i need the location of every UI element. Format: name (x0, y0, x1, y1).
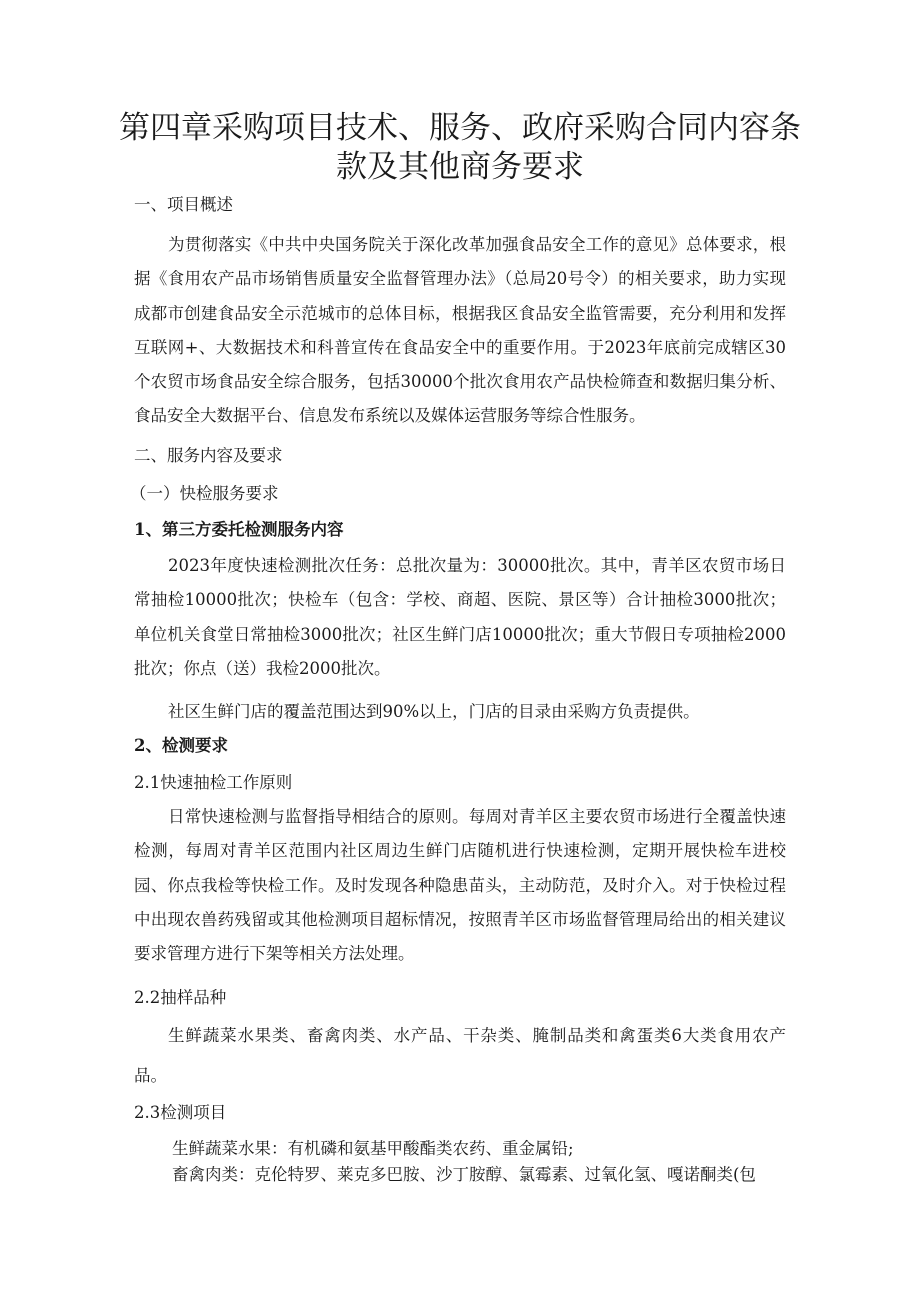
subheading-2-1: 2.1快速抽检工作原则 (134, 773, 293, 792)
subheading-2-3: 2.3检测项目 (134, 1103, 227, 1122)
item-heading-third-party: 1、第三方委托检测服务内容 (134, 520, 344, 539)
subsection-heading-quick-test: （一）快检服务要求 (130, 484, 279, 503)
paragraph-store-coverage: 社区生鲜门店的覆盖范围达到90%以上，门店的目录由采购方负责提供。 (168, 702, 700, 721)
document-title-line1: 第四章采购项目技术、服务、政府采购合同内容条 (119, 110, 801, 146)
paragraph-principles: 日常快速检测与监督指导相结合的原则。每周对青羊区主要农贸市场进行全覆盖快速检测，每周对青羊区范围内社区周边生鲜门店随机进行快速检测，定期开展快检车进校园、你点我检等快检工作。及时发现各种隐患苗头，主动防范，及时介入。对于快检过程中出现农兽药残留或其他检测项目超标情况，按照青羊区市场监督管理局给出的相关建议要求管理方进行下架等相关方法处理。 (134, 807, 786, 964)
subheading-2-2: 2.2抽样品种 (134, 988, 227, 1007)
document-title-line2: 款及其他商务要求 (336, 149, 584, 185)
paragraph-test-tasks: 2023年度快速检测批次任务：总批次量为：30000批次。其中，青羊区农贸市场日常抽检10000批次；快检车（包含：学校、商超、医院、景区等）合计抽检3000批次；单位机关食堂日常抽检3000批次；社区生鲜门店10000批次；重大节假日专项抽检2000批次；你点（送）我检2000批次。 (134, 556, 786, 678)
section-heading-services: 二、服务内容及要求 (134, 446, 283, 465)
paragraph-overview: 为贯彻落实《中共中央国务院关于深化改革加强食品安全工作的意见》总体要求，根据《食用农产品市场销售质量安全监督管理办法》（总局20号令）的相关要求，助力实现成都市创建食品安全示范城市的总体目标，根据我区食品安全监管需要，充分利用和发挥互联网+、大数据技术和科普宣传在食品安全中的重要作用。于2023年底前完成辖区30个农贸市场食品安全综合服务，包括30000个批次食用农产品快检筛查和数据归集分析、食品安全大数据平台、信息发布系统以及媒体运营服务等综合性服务。 (134, 235, 786, 426)
section-heading-overview: 一、项目概述 (134, 195, 233, 214)
test-item-vegetables: 生鲜蔬菜水果：有机磷和氨基甲酸酯类农药、重金属铅; (172, 1139, 574, 1158)
paragraph-sample-types: 生鲜蔬菜水果类、畜禽肉类、水产品、干杂类、腌制品类和禽蛋类6大类食用农产品。 (134, 1026, 786, 1085)
test-item-meat: 畜禽肉类：克伦特罗、莱克多巴胺、沙丁胺醇、氯霉素、过氧化氢、嘎诺酮类(包 (172, 1165, 756, 1184)
item-heading-test-requirements: 2、检测要求 (134, 736, 228, 755)
